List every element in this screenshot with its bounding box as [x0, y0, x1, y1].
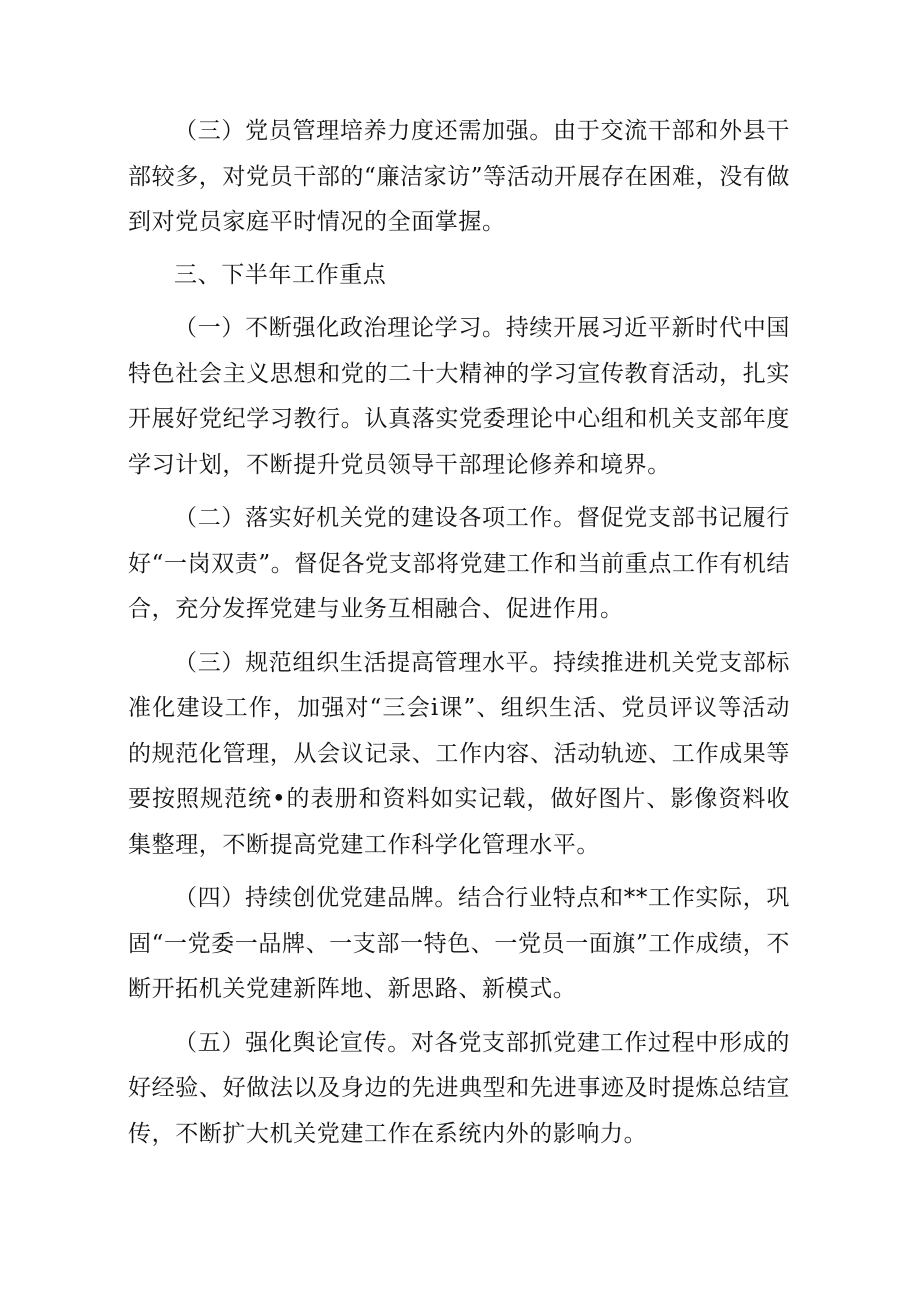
paragraph-political-theory-study: （一）不断强化政治理论学习。持续开展习近平新时代中国特色社会主义思想和党的二十大精神的学习宣传教育活动，扎实开展好党纪学习教行。认真落实党委理论中心组和机关支部年度学习计划，不断提升党员领导干部理论修养和境界。: [128, 315, 790, 478]
paragraph-party-building-brand: （四）持续创优党建品牌。结合行业特点和**工作实际，巩固“一党委一品牌、一支部一特色、一党员一面旗”工作成绩，不断开拓机关党建新阵地、新思路、新模式。: [128, 885, 790, 1002]
section-heading-second-half-priorities: 三、下半年工作重点: [174, 261, 387, 288]
document-body: [128, 109, 790, 1157]
paragraph-organizational-life-standards: （三）规范组织生活提高管理水平。持续推进机关党支部标准化建设工作，加强对“三会i课”、组织生活、党员评议等活动的规范化管理，从会议记录、工作内容、活动轨迹、工作成果等要按照规范统•的表册和资料如实记载，做好图片、影像资料收集整理，不断提高党建工作科学化管理水平。: [128, 649, 790, 858]
paragraph-publicity: （五）强化舆论宣传。对各党支部抓党建工作过程中形成的好经验、好做法以及身边的先进典型和先进事迹及时提炼总结宣传，不断扩大机关党建工作在系统内外的影响力。: [128, 1029, 790, 1147]
paragraph-management-cultivation: （三）党员管理培养力度还需加强。由于交流干部和外县干部较多，对党员干部的“廉洁家访”等活动开展存在困难，没有做到对党员家庭平时情况的全面掌握。: [128, 118, 790, 235]
paragraph-party-building-tasks: （二）落实好机关党的建设各项工作。督促党支部书记履行好“一岗双责”。督促各党支部将党建工作和当前重点工作有机结合，充分发挥党建与业务互相融合、促进作用。: [128, 505, 790, 622]
